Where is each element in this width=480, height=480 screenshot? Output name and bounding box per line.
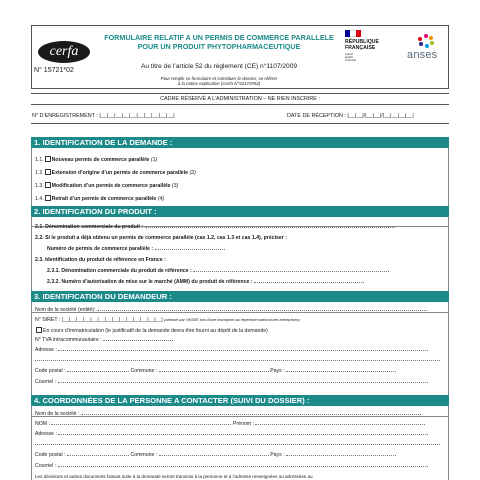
registration-number: N° D’ENREGISTREMENT : |__|__|__|__|__|__|__|__|__|__| <box>32 113 175 119</box>
field-blank[interactable] <box>286 452 396 456</box>
existing-permit-question: 2.2. Si le produit a déjà obtenu un permis de commerce parallèle (cas 1.2, cas 1.3 et cas 1.4), préciser : <box>35 235 287 241</box>
pending-registration-option[interactable] <box>35 327 268 334</box>
reference-amm-field[interactable] <box>47 279 364 285</box>
field-label: 2.3.2. Numéro d’autorisation de mise sur le marché (AMM) du produit de référence : <box>47 279 253 285</box>
request-option-1-4[interactable] <box>35 195 164 202</box>
field-label: Pays : <box>270 368 285 374</box>
contact-address-field[interactable] <box>35 431 428 437</box>
field-label: Nom de la société (entité): <box>35 307 96 313</box>
company-name-field[interactable] <box>35 307 427 313</box>
field-label: Code postal : <box>35 452 66 458</box>
checkbox[interactable] <box>45 156 51 162</box>
admin-reserved-bar: CADRE RÉSERVÉ A L’ADMINISTRATION – NE RIEN INSCRIRE : <box>31 93 449 105</box>
cerfa-logo: cerfa <box>38 41 90 63</box>
option-label: Modification d’un permis de commerce parallèle <box>51 183 171 189</box>
rf-text <box>345 39 379 51</box>
request-option-1-3[interactable] <box>35 182 178 189</box>
form-subtitle: Au titre de l’article 52 du règlement (CE) n°1107/2009 <box>140 63 298 70</box>
field-label: 2.1. Dénomination commerciale du produit : <box>35 224 144 230</box>
field-blank[interactable] <box>67 452 129 456</box>
field-label: Numéro de permis de commerce parallèle : <box>47 246 154 252</box>
section-2-heading: 2. IDENTIFICATION DU PRODUIT : <box>31 206 449 217</box>
applicant-email-field[interactable] <box>35 379 428 385</box>
option-label: Extension d’origine d’un permis de commerce parallèle <box>51 170 189 176</box>
applicant-city-line[interactable] <box>35 368 396 374</box>
request-option-1-1[interactable] <box>35 156 157 163</box>
contact-name-line[interactable] <box>35 421 425 427</box>
anses-dots-icon <box>417 34 435 48</box>
field-blank[interactable] <box>155 246 225 250</box>
field-label: Courriel : <box>35 463 57 469</box>
option-number: 1.2. <box>35 170 44 176</box>
field-label: Commune : <box>130 368 158 374</box>
rf-line: FRANÇAISE <box>345 45 376 51</box>
field-blank[interactable] <box>103 337 173 341</box>
rf-motto <box>345 53 356 62</box>
anses-wordmark: anses <box>407 49 438 61</box>
contact-address-continued[interactable] <box>35 441 440 447</box>
form-note <box>94 76 344 87</box>
option-ref: (4) <box>157 196 165 202</box>
field-label: N° TVA intracommunautaire : <box>35 337 102 343</box>
section-4-heading: 4. COORDONNÉES DE LA PERSONNE A CONTACTER (SUIVI DU DOSSIER) : <box>31 395 449 406</box>
field-blank[interactable] <box>35 357 440 361</box>
republique-francaise-logo <box>345 30 395 72</box>
field-label: NOM : <box>35 421 50 427</box>
field-blank[interactable] <box>254 279 364 283</box>
field-blank[interactable] <box>286 368 396 372</box>
motto-line: Liberté <box>345 53 353 56</box>
contact-email-field[interactable] <box>35 463 428 469</box>
request-option-1-2[interactable] <box>35 169 196 176</box>
field-label: Code postal : <box>35 368 66 374</box>
field-label: Pays : <box>270 452 285 458</box>
note-line: Pour remplir ce formulaire et constituer le dossier, se référer <box>160 76 278 81</box>
option-label: En cours d’immatriculation (le justificatif de la demande devra être fourni au dépôt de la demande) <box>43 328 268 334</box>
field-label: Courriel : <box>35 379 57 385</box>
field-blank[interactable] <box>67 368 129 372</box>
field-blank[interactable] <box>255 421 425 425</box>
cerfa-number: N° 15721*02 <box>34 67 74 74</box>
reception-date: DATE DE RÉCEPTION : |__|__|/|__|__|/|__|__|__|__| <box>287 113 414 119</box>
rf-line: RÉPUBLIQUE <box>345 39 380 45</box>
vat-number-field[interactable] <box>35 337 173 343</box>
checkbox[interactable] <box>45 182 51 188</box>
product-name-field[interactable] <box>35 224 395 230</box>
reference-product-heading: 2.3. Identification du produit de référence en France : <box>35 257 166 263</box>
field-blank[interactable] <box>159 368 269 372</box>
field-blank[interactable] <box>58 347 428 351</box>
reference-product-name-field[interactable] <box>47 268 389 274</box>
field-blank[interactable] <box>35 441 440 445</box>
form-page <box>31 25 449 480</box>
motto-line: Égalité <box>345 56 353 59</box>
field-blank[interactable] <box>58 431 428 435</box>
siret-field[interactable] <box>35 317 300 323</box>
field-blank[interactable] <box>58 379 428 383</box>
field-label: Adresse : <box>35 431 57 437</box>
form-title: FORMULAIRE RELATIF A UN PERMIS DE COMMERCE PARALLELE POUR UN PRODUIT PHYTOPHARMACEUTIQUE <box>104 33 334 51</box>
registration-line <box>31 110 449 123</box>
field-label: Adresse : <box>35 347 57 353</box>
option-number: 1.3. <box>35 183 44 189</box>
field-blank[interactable] <box>81 411 421 415</box>
field-blank[interactable] <box>58 463 428 467</box>
note-line: à la notice explicative (Cerfa N°52172#02) <box>177 81 261 87</box>
field-blank[interactable] <box>145 224 395 228</box>
siret-boxes[interactable]: |__|__|__|__|__|__|__|__|__|__|__|__|__|__| <box>61 317 163 323</box>
checkbox[interactable] <box>45 169 51 175</box>
field-label: 2.3.1. Dénomination commerciale du produit de référence : <box>47 268 192 274</box>
checkbox[interactable] <box>45 195 51 201</box>
checkbox[interactable] <box>36 327 42 333</box>
option-number: 1.1. <box>35 157 44 163</box>
motto-line: Fraternité <box>345 59 357 62</box>
section-3-heading: 3. IDENTIFICATION DU DEMANDEUR : <box>31 291 449 302</box>
field-label: Nom de la société : <box>35 411 80 417</box>
field-blank[interactable] <box>51 421 231 425</box>
option-ref: (1) <box>150 157 158 163</box>
flag-icon <box>345 30 361 37</box>
applicant-address-continued[interactable] <box>35 357 440 363</box>
option-ref: (3) <box>171 183 179 189</box>
section-1-heading: 1. IDENTIFICATION DE LA DEMANDE : <box>31 137 449 148</box>
siret-note: (attribué par l’INSEE lors d’une inscription au répertoire national des entreprises) <box>164 318 300 322</box>
field-label: Commune : <box>130 452 158 458</box>
applicant-address-field[interactable] <box>35 347 428 353</box>
form-header <box>31 25 449 89</box>
contact-city-line[interactable] <box>35 452 396 458</box>
anses-logo <box>405 34 447 74</box>
option-number: 1.4. <box>35 196 44 202</box>
field-label: Prénom : <box>232 421 254 427</box>
contact-footer-note: Les décisions et autres documents faisant suite à la demande seront transmis à la personne et à l’adresse renseignées ou adressées au <box>35 474 313 479</box>
option-label: Nouveau permis de commerce parallèle <box>51 157 150 163</box>
option-label: Retrait d’un permis de commerce parallèle <box>51 196 157 202</box>
field-blank[interactable] <box>159 452 269 456</box>
contact-company-field[interactable] <box>35 411 421 417</box>
field-label: N° SIRET : <box>35 317 61 323</box>
field-blank[interactable] <box>193 268 389 272</box>
permit-number-field[interactable] <box>47 246 225 252</box>
option-ref: (2) <box>189 170 196 176</box>
field-blank[interactable] <box>97 307 427 311</box>
